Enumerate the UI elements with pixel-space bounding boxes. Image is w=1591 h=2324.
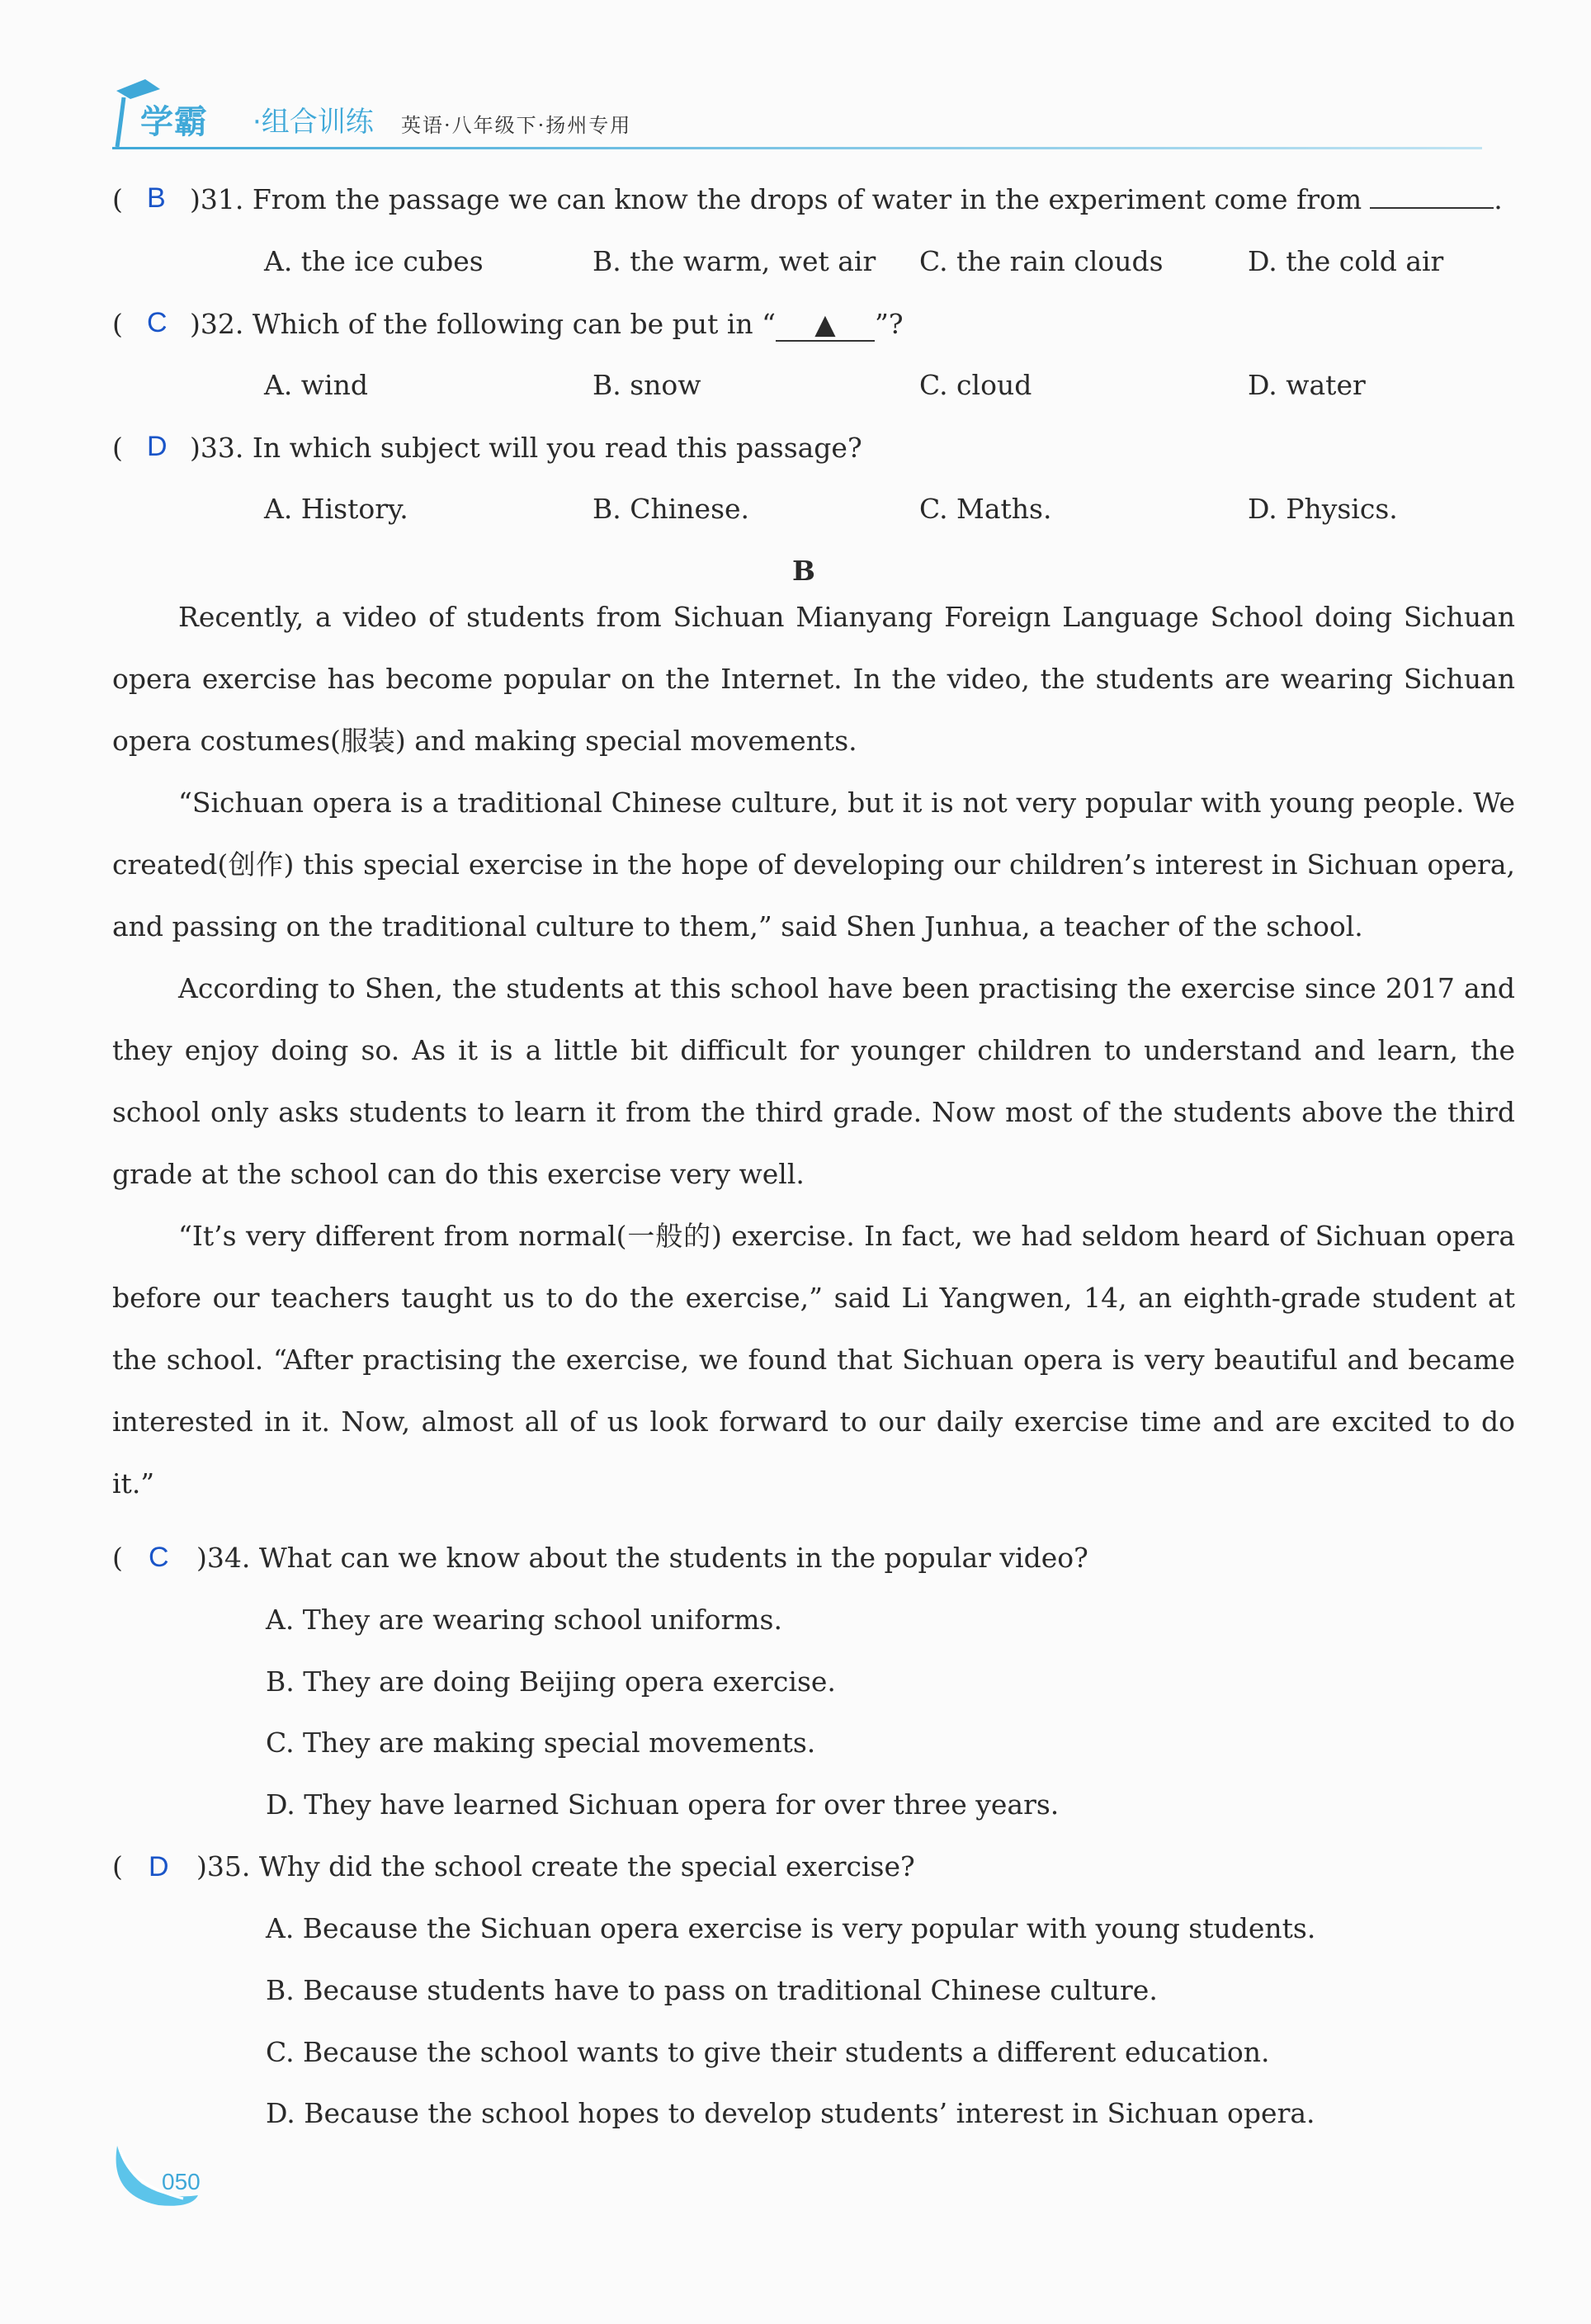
question-stem: Which of the following can be put in “ <box>252 308 776 340</box>
question-33: )33. In which subject will you read this passage? <box>190 432 862 464</box>
question-35: )35. Why did the school create the special exercise? <box>196 1850 915 1882</box>
question-stem: Why did the school create the special exercise? <box>258 1850 915 1882</box>
question-number: 34 <box>206 1542 242 1574</box>
answer-blank <box>1370 189 1494 209</box>
passage-paragraph-2: “Sichuan opera is a traditional Chinese culture, but it is not very popular with young people. We created(创作) this special exercise in the hope of developing our children’s interest in Sichuan opera, and passing on the traditional culture to them,” said Shen Junhua, a teacher of the school. <box>112 786 1515 942</box>
option-a: A. They are wearing school uniforms. <box>266 1604 782 1636</box>
question-stem: What can we know about the students in the popular video? <box>258 1542 1088 1574</box>
answer-paren-open: ( <box>112 183 123 215</box>
passage-paragraph-3: According to Shen, the students at this school have been practising the exercise since 2017 and they enjoy doing so. As it is a little bit difficult for younger children to understand and learn, the school only asks students to learn it from the third grade. Now most of the students above the third grade at the school can do this exercise very well. <box>112 972 1515 1190</box>
option-d: D. the cold air <box>1248 245 1444 277</box>
page-header <box>112 74 1482 154</box>
option-c: C. Maths. <box>919 493 1052 525</box>
question-number: 32 <box>200 308 235 340</box>
question-stem: From the passage we can know the drops of water in the experiment come from <box>252 183 1362 215</box>
option-c: C. Because the school wants to give their students a different education. <box>266 2036 1270 2068</box>
answer-q32: C <box>147 307 168 338</box>
option-b: B. They are doing Beijing opera exercise. <box>266 1665 836 1698</box>
brand-title: 学霸 <box>140 103 208 141</box>
answer-paren-open: ( <box>112 1542 123 1574</box>
question-34: )34. What can we know about the students in the popular video? <box>196 1542 1088 1574</box>
question-number: 33 <box>200 432 235 464</box>
option-d: D. Because the school hopes to develop students’ interest in Sichuan opera. <box>266 2097 1315 2129</box>
answer-q31: B <box>147 182 166 214</box>
passage-paragraph-4: “It’s very different from normal(一般的) exercise. In fact, we had seldom heard of Sichuan opera before our teachers taught us to do the exercise,” said Li Yangwen, 14, an eighth-grade student at the school. “After practising the exercise, we found that Sichuan opera is very beautiful and became interested in it. Now, almost all of us look forward to our daily exercise time and are excited to do it.” <box>112 1220 1515 1500</box>
section-heading: B <box>792 555 815 587</box>
answer-paren-open: ( <box>112 432 123 464</box>
question-stem: In which subject will you read this passage? <box>252 432 862 464</box>
header-rule <box>112 147 1482 149</box>
answer-paren-open: ( <box>112 308 123 340</box>
option-c: C. the rain clouds <box>919 245 1164 277</box>
option-a: A. Because the Sichuan opera exercise is very popular with young students. <box>266 1912 1316 1944</box>
option-a: A. the ice cubes <box>264 245 484 277</box>
option-b: B. the warm, wet air <box>592 245 876 277</box>
triangle-blank: ▲ <box>776 308 875 342</box>
option-c: C. cloud <box>919 369 1032 401</box>
passage-paragraph-1: Recently, a video of students from Sichuan Mianyang Foreign Language School doing Sichuan opera exercise has become popular on the Internet. In the video, the students are wearing Sichuan opera costumes(服装) and making special movements. <box>112 601 1515 757</box>
option-a: A. History. <box>264 493 408 525</box>
brand-subtitle: ·组合训练 <box>253 106 374 139</box>
answer-q33: D <box>147 431 168 462</box>
option-a: A. wind <box>264 369 368 401</box>
answer-paren-open: ( <box>112 1850 123 1882</box>
option-d: D. They have learned Sichuan opera for over three years. <box>266 1788 1060 1821</box>
option-b: B. Because students have to pass on traditional Chinese culture. <box>266 1974 1158 2006</box>
option-b: B. Chinese. <box>592 493 750 525</box>
answer-q34: C <box>149 1542 169 1573</box>
option-d: D. water <box>1248 369 1366 401</box>
book-subtitle: 英语·八年级下·扬州专用 <box>401 114 632 137</box>
option-b: B. snow <box>592 369 701 401</box>
answer-q35: D <box>149 1851 169 1882</box>
option-c: C. They are making special movements. <box>266 1726 816 1759</box>
page-number: 050 <box>162 2169 201 2194</box>
question-number: 31 <box>200 183 235 215</box>
option-d: D. Physics. <box>1248 493 1398 525</box>
question-32: )32. Which of the following can be put in “ ▲ ”? <box>190 308 904 340</box>
question-number: 35 <box>206 1850 242 1882</box>
question-31: )31. From the passage we can know the drops of water in the experiment come from . <box>190 183 1503 215</box>
